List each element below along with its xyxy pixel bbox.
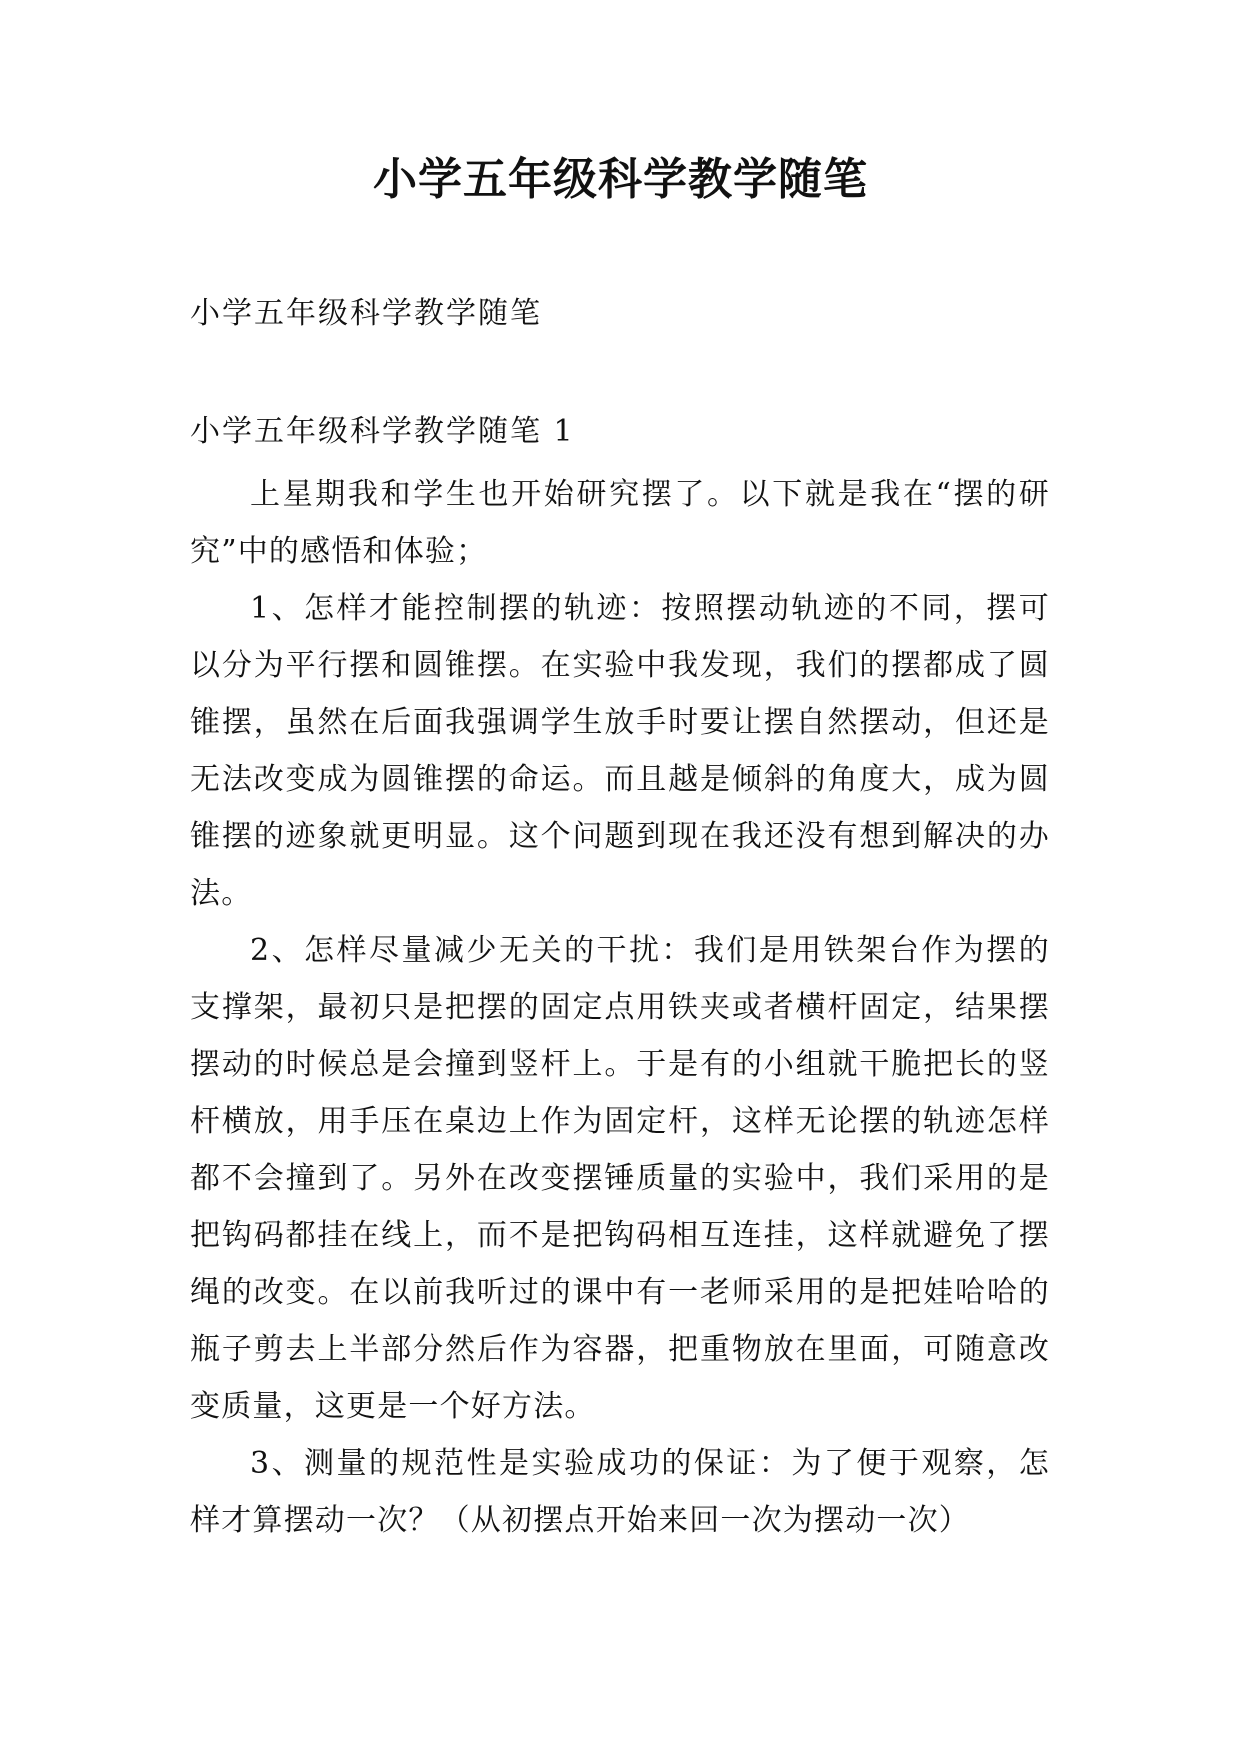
document-subtitle: 小学五年级科学教学随笔 (190, 296, 542, 331)
paragraph-point-2: 2、怎样尽量减少无关的干扰：我们是用铁架台作为摆的支撑架，最初只是把摆的固定点用铁夹或者横杆固定，结果摆摆动的时候总是会撞到竖杆上。于是有的小组就干脆把长的竖杆横放，用手压在桌边上作为固定杆，这样无论摆的轨迹怎样都不会撞到了。另外在改变摆锤质量的实验中，我们采用的是把钩码都挂在线上，而不是把钩码相互连挂，这样就避免了摆绳的改变。在以前我听过的课中有一老师采用的是把娃哈哈的瓶子剪去上半部分然后作为容器，把重物放在里面，可随意改变质量，这更是一个好方法。 (190, 933, 1050, 1424)
document-title: 小学五年级科学教学随笔 (373, 154, 868, 205)
section-heading: 小学五年级科学教学随笔 1 (190, 414, 575, 449)
document-body (190, 466, 1050, 1549)
paragraph-point-3: 3、测量的规范性是实验成功的保证：为了便于观察，怎样才算摆动一次？（从初摆点开始来回一次为摆动一次） (190, 1446, 1050, 1538)
paragraph-point-1: 1、怎样才能控制摆的轨迹：按照摆动轨迹的不同，摆可以分为平行摆和圆锥摆。在实验中我发现，我们的摆都成了圆锥摆，虽然在后面我强调学生放手时要让摆自然摆动，但还是无法改变成为圆锥摆的命运。而且越是倾斜的角度大，成为圆锥摆的迹象就更明显。这个问题到现在我还没有想到解决的办法。 (190, 591, 1050, 911)
paragraph-intro: 上星期我和学生也开始研究摆了。以下就是我在“摆的研究”中的感悟和体验； (190, 477, 1050, 569)
